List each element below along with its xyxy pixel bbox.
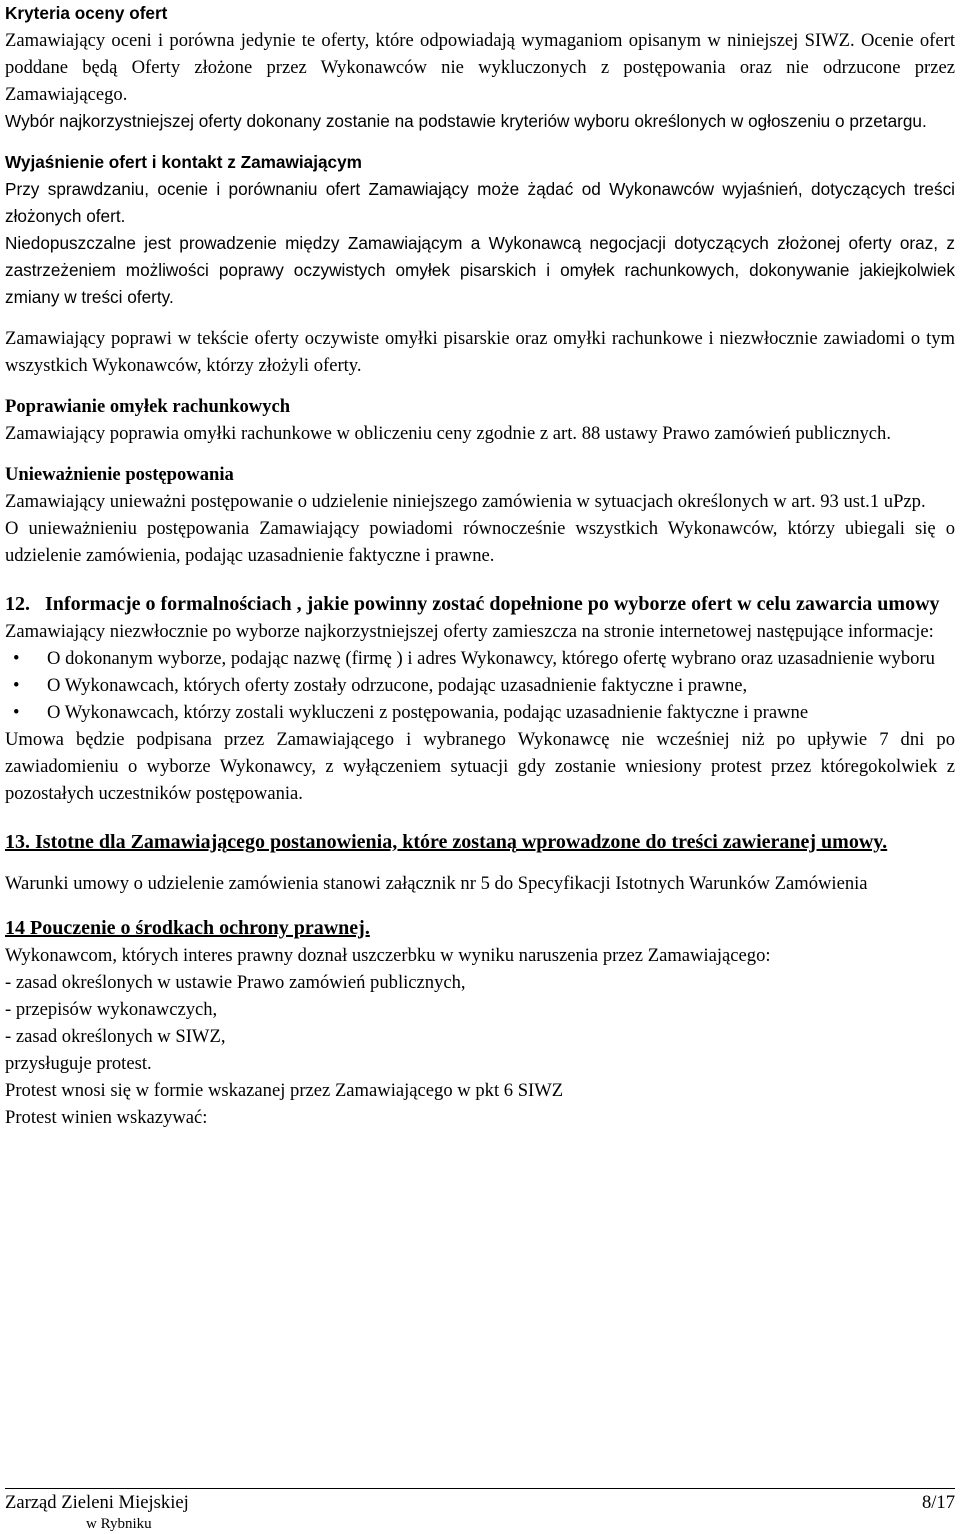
bullet-icon: • — [13, 648, 20, 669]
text-line: Protest wnosi się w formie wskazanej przez Zamawiającego w pkt 6 SIWZ — [5, 1080, 564, 1101]
footer-org: Zarząd Zieleni Miejskiej — [5, 1492, 189, 1513]
paragraph: Umowa będzie podpisana przez Zamawiającego i wybranego Wykonawcę nie wcześniej niż po upływie 7 dni po zawiadomieniu o wyborze Wykonawcy, z wyłączeniem sytuacji gdy zostanie wniesiony protest przez któregokolwiek z pozostałych uczestników postępowania. — [5, 729, 955, 804]
heading-poprawianie: Poprawianie omyłek rachunkowych — [5, 396, 291, 417]
paragraph: Zamawiający oceni i porówna jedynie te oferty, które odpowiadają wymaganiom opisanym w niniejszej SIWZ. Ocenie ofert poddane będą Oferty złożone przez Wykonawców nie wykluczonych z postępowania oraz nie odrzucone przez Zamawiającego. — [5, 30, 955, 105]
section-title: Informacje o formalnościach , jakie powinny zostać dopełnione po wyborze ofert w celu zawarcia umowy — [45, 593, 940, 615]
page-footer — [5, 1490, 955, 1532]
paragraph: Warunki umowy o udzielenie zamówienia stanowi załącznik nr 5 do Specyfikacji Istotnych Warunków Zamówienia — [5, 873, 868, 894]
footer-divider — [5, 1488, 955, 1489]
list-item: • O Wykonawcach, którzy zostali wykluczeni z postępowania, podając uzasadnienie faktyczne i prawne — [5, 699, 955, 726]
heading-wyjasnienie: Wyjaśnienie ofert i kontakt z Zamawiającym — [5, 152, 362, 172]
text-line: Protest winien wskazywać: — [5, 1107, 208, 1128]
paragraph: Zamawiający niezwłocznie po wyborze najkorzystniejszej oferty zamieszcza na stronie internetowej następujące informacje: — [5, 621, 934, 642]
page-number: 8/17 — [921, 1492, 955, 1513]
paragraph: Wybór najkorzystniejszej oferty dokonany zostanie na podstawie kryteriów wyboru określonych w ogłoszeniu o przetargu. — [5, 111, 927, 131]
list-item: • O dokonanym wyborze, podając nazwę (firmę ) i adres Wykonawcy, którego ofertę wybrano oraz uzasadnienie wyboru — [5, 645, 955, 672]
bullet-list — [5, 645, 955, 726]
paragraph: Niedopuszczalne jest prowadzenie między Zamawiającym a Wykonawcą negocjacji dotyczących złożonej oferty oraz, z zastrzeżeniem możliwości poprawy oczywistych omyłek pisarskich i omyłek rachunkowych, dokonywanie jakiejkolwiek zmiany w treści oferty. — [5, 233, 955, 307]
text-line: - zasad określonych w ustawie Prawo zamówień publicznych, — [5, 972, 466, 993]
heading-kryteria: Kryteria oceny ofert — [5, 3, 168, 23]
text-line: - zasad określonych w SIWZ, — [5, 1026, 226, 1047]
bullet-icon: • — [13, 702, 20, 723]
paragraph: Przy sprawdzaniu, ocenie i porównaniu ofert Zamawiający może żądać od Wykonawców wyjaśnień, dotyczących treści złożonych ofert. — [5, 179, 955, 226]
paragraph: Wykonawcom, których interes prawny doznał uszczerbku w wyniku naruszenia przez Zamawiającego: — [5, 945, 771, 966]
bullet-icon: • — [13, 675, 20, 696]
text-line: - przepisów wykonawczych, — [5, 999, 218, 1020]
footer-city: w Rybniku — [86, 1516, 152, 1532]
heading-section-13: 13. Istotne dla Zamawiającego postanowienia, które zostaną wprowadzone do treści zawieranej umowy. — [5, 831, 888, 853]
section-number: 12. — [5, 593, 30, 615]
list-item: • O Wykonawcach, których oferty zostały odrzucone, podając uzasadnienie faktyczne i prawne, — [5, 672, 955, 699]
text-line: przysługuje protest. — [5, 1053, 152, 1074]
document-page — [5, 0, 955, 1131]
paragraph: Zamawiający unieważni postępowanie o udzielenie niniejszego zamówienia w sytuacjach określonych w art. 93 ust.1 uPzp. — [5, 491, 926, 512]
heading-uniewaznienie: Unieważnienie postępowania — [5, 464, 234, 485]
paragraph: O unieważnieniu postępowania Zamawiający powiadomi równocześnie wszystkich Wykonawców, którzy ubiegali się o udzielenie zamówienia, podając uzasadnienie faktyczne i prawne. — [5, 518, 955, 566]
heading-section-14: 14 Pouczenie o środkach ochrony prawnej. — [5, 917, 370, 939]
paragraph: Zamawiający poprawia omyłki rachunkowe w obliczeniu ceny zgodnie z art. 88 ustawy Prawo zamówień publicznych. — [5, 423, 891, 444]
heading-section-12 — [5, 591, 955, 618]
paragraph: Zamawiający poprawi w tekście oferty oczywiste omyłki pisarskie oraz omyłki rachunkowe i niezwłocznie zawiadomi o tym wszystkich Wykonawców, którzy złożyli oferty. — [5, 328, 955, 376]
